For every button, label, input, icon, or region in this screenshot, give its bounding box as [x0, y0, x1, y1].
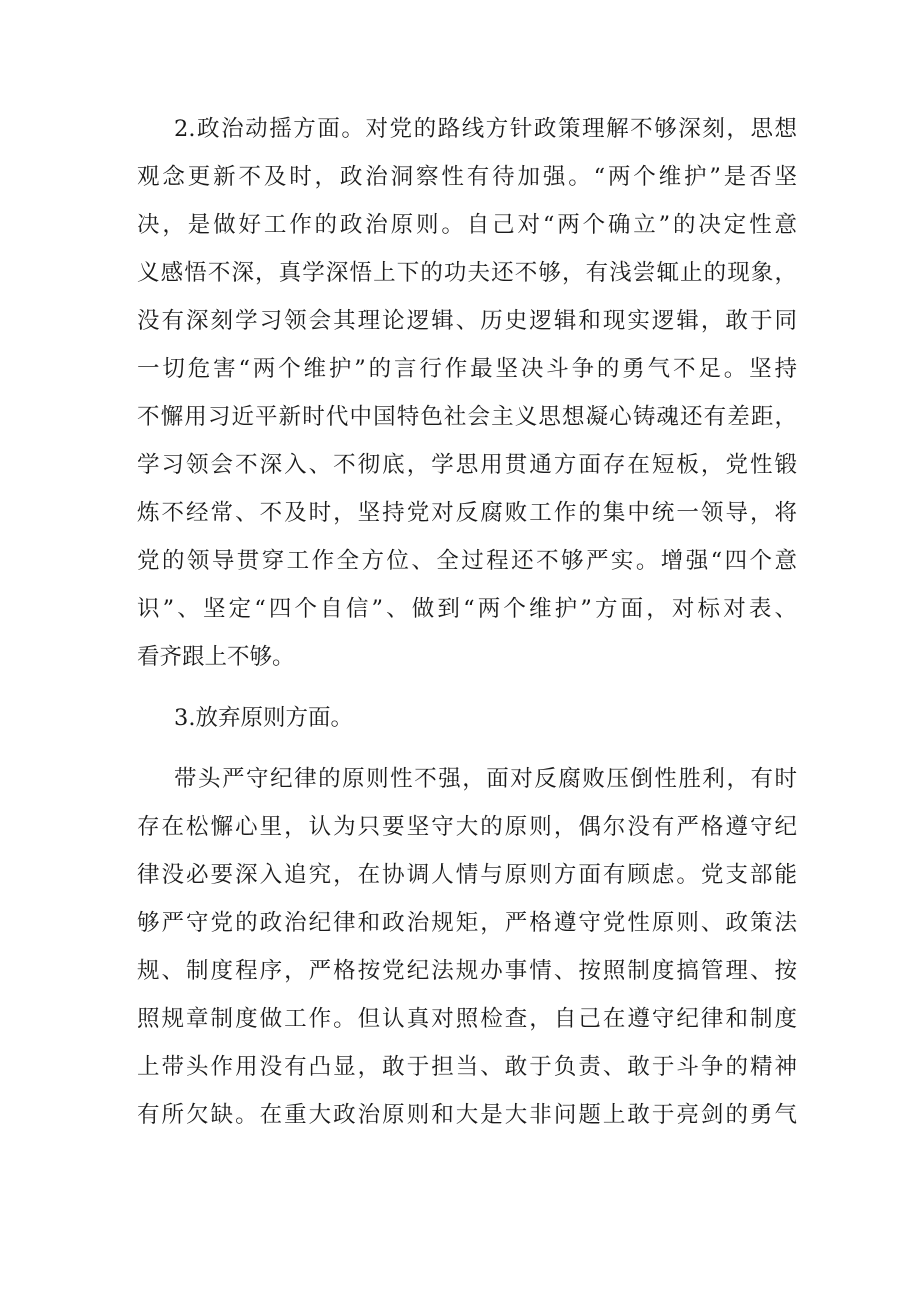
paragraph-4-line-3: 律没必要深入追究，在协调人情与原则方面有顾虑。党支部能	[137, 862, 797, 888]
paragraph-2-line-3: 决，是做好工作的政治原则。自己对“两个确立”的决定性意	[137, 212, 797, 238]
paragraph-2-line-8: 学习领会不深入、不彻底，学思用贯通方面存在短板，党性锻	[137, 452, 797, 478]
paragraph-4-line-5: 规、制度程序，严格按党纪法规办事情、按照制度搞管理、按	[137, 958, 797, 984]
paragraph-4-line-1: 带头严守纪律的原则性不强，面对反腐败压倒性胜利，有时	[174, 766, 797, 792]
paragraph-2-line-12: 看齐跟上不够。	[137, 644, 295, 670]
paragraph-4-line-6: 照规章制度做工作。但认真对照检查，自己在遵守纪律和制度	[137, 1006, 797, 1032]
paragraph-2-line-5: 没有深刻学习领会其理论逻辑、历史逻辑和现实逻辑，敢于同	[137, 308, 797, 334]
paragraph-2-line-10: 党的领导贯穿工作全方位、全过程还不够严实。增强“四个意	[137, 548, 797, 574]
paragraph-4-line-8: 有所欠缺。在重大政治原则和大是大非问题上敢于亮剑的勇气	[137, 1102, 797, 1128]
paragraph-3-heading: 3.放弃原则方面。	[174, 705, 353, 731]
paragraph-2-line-11: 识”、坚定“四个自信”、做到“两个维护”方面，对标对表、	[137, 596, 797, 622]
paragraph-2-line-6: 一切危害“两个维护”的言行作最坚决斗争的勇气不足。坚持	[137, 356, 797, 382]
paragraph-2-line-7: 不懈用习近平新时代中国特色社会主义思想凝心铸魂还有差距，	[137, 404, 797, 430]
paragraph-2-line-2: 观念更新不及时，政治洞察性有待加强。“两个维护”是否坚	[137, 164, 797, 190]
paragraph-4-line-7: 上带头作用没有凸显，敢于担当、敢于负责、敢于斗争的精神	[137, 1054, 797, 1080]
paragraph-2-line-4: 义感悟不深，真学深悟上下的功夫还不够，有浅尝辄止的现象，	[137, 260, 797, 286]
paragraph-4-line-2: 存在松懈心里，认为只要坚守大的原则，偶尔没有严格遵守纪	[137, 814, 797, 840]
paragraph-2-line-9: 炼不经常、不及时，坚持党对反腐败工作的集中统一领导，将	[137, 500, 797, 526]
paragraph-4-line-4: 够严守党的政治纪律和政治规矩，严格遵守党性原则、政策法	[137, 910, 797, 936]
paragraph-2-line-1: 2.政治动摇方面。对党的路线方针政策理解不够深刻，思想	[174, 116, 797, 142]
